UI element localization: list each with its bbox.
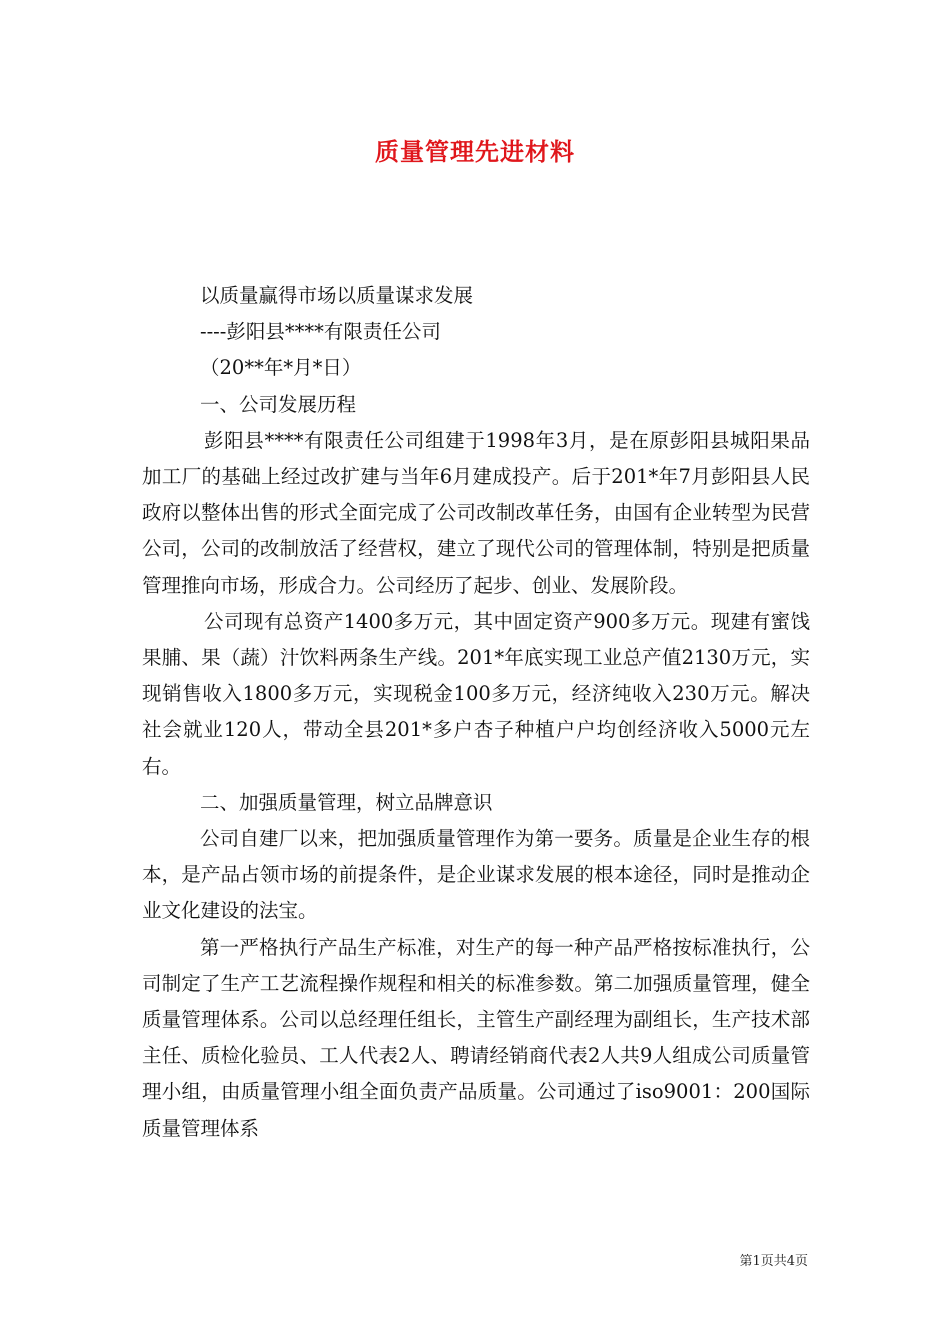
date-line: （20**年*月*日）	[200, 356, 362, 380]
section-heading-2: 二、加强质量管理，树立品牌意识	[200, 790, 493, 814]
document-body	[142, 278, 810, 1147]
page-footer: 第1页共4页	[739, 1254, 808, 1269]
subtitle: 以质量赢得市场以质量谋求发展	[200, 284, 474, 307]
paragraph-3: 公司自建厂以来，把加强质量管理作为第一要务。质量是企业生存的根本，是产品占领市场的前提条件，是企业谋求发展的根本途径，同时是推动企业文化建设的法宝。	[142, 827, 810, 923]
section-heading-1: 一、公司发展历程	[200, 392, 357, 416]
paragraph-1: 彭阳县****有限责任公司组建于1998年3月，是在原彭阳县城阳果品加工厂的基础上经过改扩建与当年6月建成投产。后于201*年7月彭阳县人民政府以整体出售的形式全面完成了公司改制改革任务，由国有企业转型为民营公司，公司的改制放活了经营权，建立了现代公司的管理体制，特别是把质量管理推向市场，形成合力。公司经历了起步、创业、发展阶段。	[142, 428, 810, 597]
paragraph-4: 第一严格执行产品生产标准，对生产的每一种产品严格按标准执行，公司制定了生产工艺流程操作规程和相关的标准参数。第二加强质量管理，健全质量管理体系。公司以总经理任组长，主管生产副经理为副组长，生产技术部主任、质检化验员、工人代表2人、聘请经销商代表2人共9人组成公司质量管理小组，由质量管理小组全面负责产品质量。公司通过了iso9001：200国际质量管理体系	[142, 935, 810, 1140]
document-title: 质量管理先进材料	[375, 137, 575, 166]
author-line: ----彭阳县****有限责任公司	[200, 320, 441, 344]
paragraph-2: 公司现有总资产1400多万元，其中固定资产900多万元。现建有蜜饯果脯、果（蔬）汁饮料两条生产线。201*年底实现工业总产值2130万元，实现销售收入1800多万元，实现税金100多万元，经济纯收入230万元。解决社会就业120人，带动全县201*多户杏子种植户户均创经济收入5000元左右。	[142, 609, 810, 778]
